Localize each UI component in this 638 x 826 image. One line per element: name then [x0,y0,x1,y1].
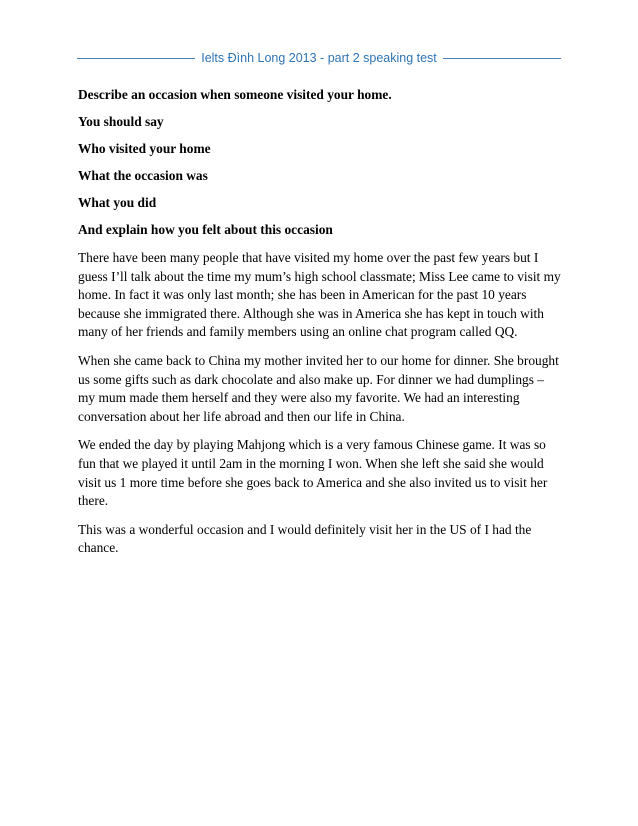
prompt-point-feelings: And explain how you felt about this occasion [78,222,333,237]
answer-section [78,249,562,558]
answer-paragraph: We ended the day by playing Mahjong which is a very famous Chinese game. It was so fun that we played it until 2am in the morning I won. When she left she said she would visit us 1 more time before she goes back to America and she also invited us to visit her there. [78,437,548,509]
header-title: Ielts Đình Long 2013 - part 2 speaking test [201,51,437,65]
prompt-point-who: Who visited your home [78,141,211,156]
prompt-point-occasion: What the occasion was [78,168,208,183]
header-rule-right [443,58,561,59]
prompt-topic: Describe an occasion when someone visited your home. [78,87,392,102]
prompt-instruction: You should say [78,114,164,129]
prompt-section [78,87,562,238]
prompt-point-what-did: What you did [78,195,157,210]
answer-paragraph: This was a wonderful occasion and I would definitely visit her in the US of I had the chance. [78,521,532,556]
page-header [77,48,561,68]
answer-paragraph: There have been many people that have visited my home over the past few years but I guess I’ll talk about the time my mum’s high school classmate; Miss Lee came to visit my home. In fact it was only last month; she has been in American for the past 10 years because she immigrated there. Although she was in America she has kept in touch with many of her friends and family members using an online chat program called QQ. [78,250,561,340]
header-rule-left [77,58,195,59]
document-body [78,87,562,568]
answer-paragraph: When she came back to China my mother invited her to our home for dinner. She brought us some gifts such as dark chocolate and also make up. For dinner we had dumplings – my mum made them herself and they were also my favorite. We had an interesting conversation about her life abroad and then our life in China. [78,352,559,424]
